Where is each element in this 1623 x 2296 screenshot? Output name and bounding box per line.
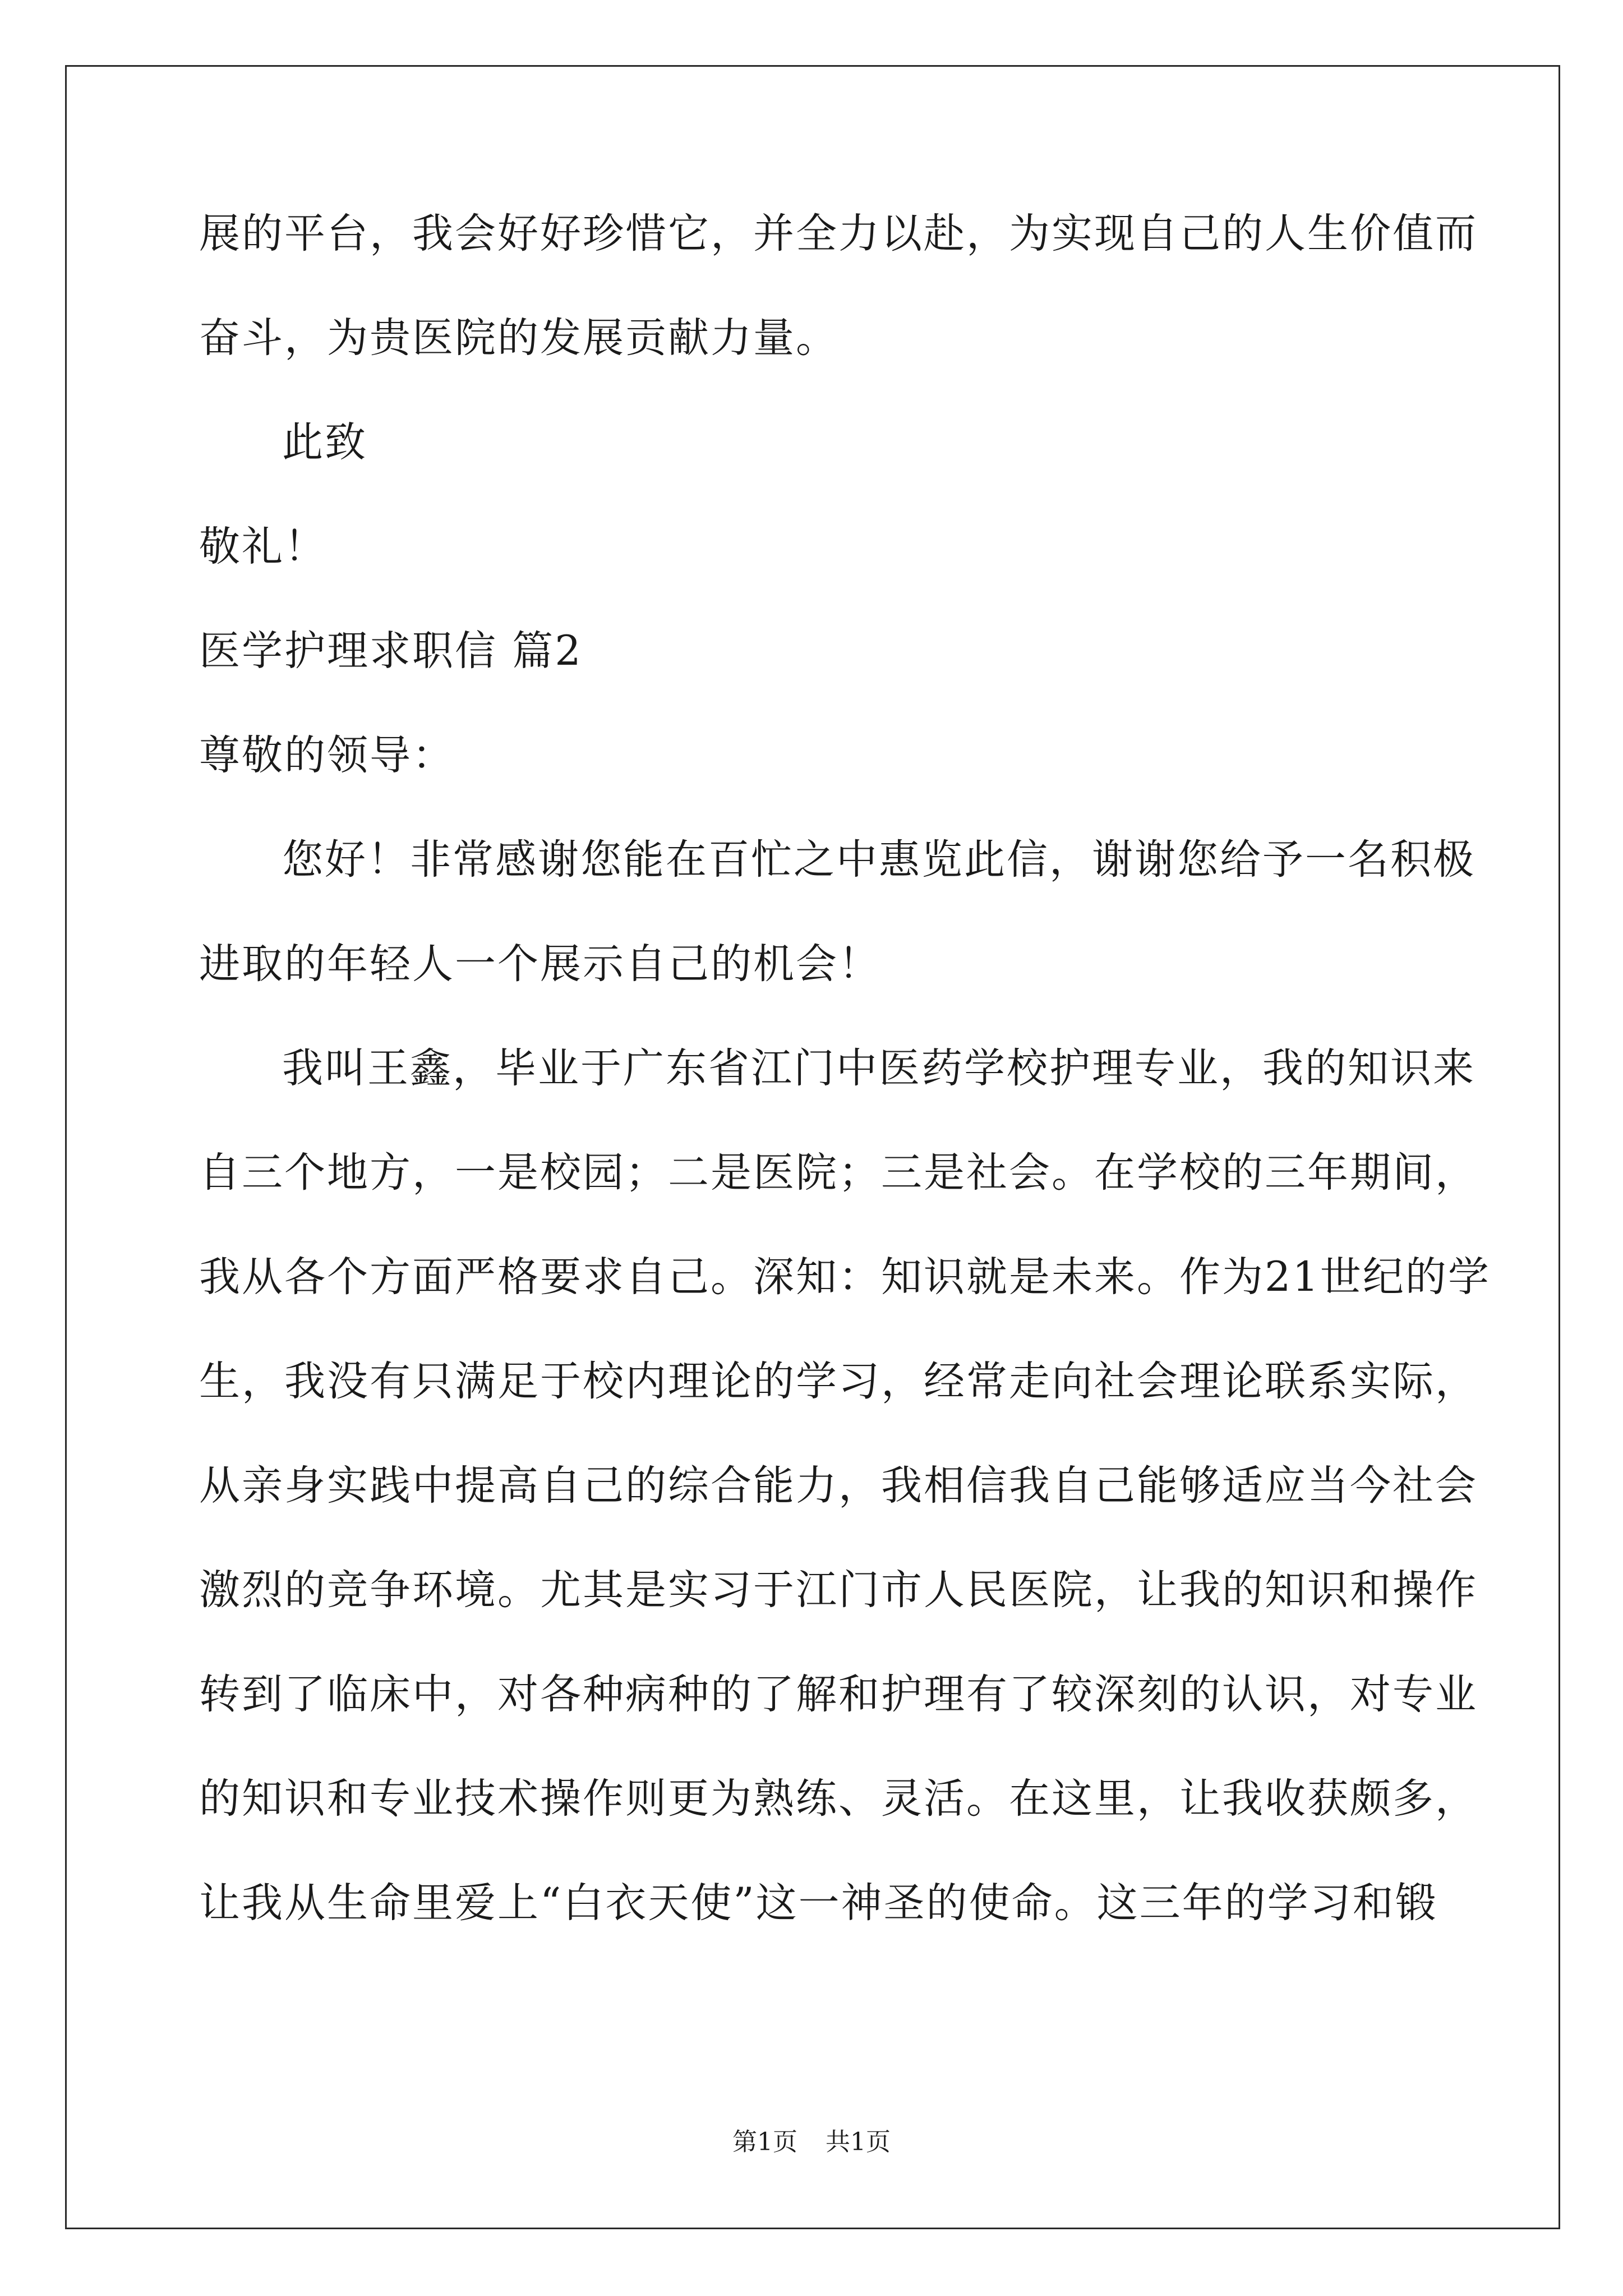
text-line: 奋斗，为贵医院的发展贡献力量。 <box>199 314 838 362</box>
closing-phrase: 此致 <box>282 418 367 466</box>
text-line: 您好！非常感谢您能在百忙之中惠览此信，谢谢您给予一名积极 <box>282 836 1476 884</box>
section-title: 医学护理求职信 篇2 <box>199 627 583 675</box>
greeting: 尊敬的领导： <box>199 731 455 779</box>
text-line: 让我从生命里爱上“白衣天使”这一神圣的使命。这三年的学习和锻 <box>199 1879 1438 1927</box>
page-number: 第1页 <box>732 2128 797 2156</box>
page-footer <box>0 2130 1623 2155</box>
text-line: 我叫王鑫，毕业于广东省江门中医药学校护理专业，我的知识来 <box>282 1045 1476 1092</box>
text-line: 进取的年轻人一个展示自己的机会！ <box>199 940 881 988</box>
text-line: 生，我没有只满足于校内理论的学习，经常走向社会理论联系实际， <box>199 1358 1478 1405</box>
page-total: 共1页 <box>826 2128 891 2156</box>
text-line: 转到了临床中，对各种病种的了解和护理有了较深刻的认识，对专业 <box>199 1671 1478 1718</box>
text-line: 我从各个方面严格要求自己。深知：知识就是未来。作为21世纪的学 <box>199 1253 1491 1301</box>
text-line: 展的平台，我会好好珍惜它，并全力以赴，为实现自己的人生价值而 <box>199 210 1478 257</box>
document-body <box>199 210 1491 1987</box>
text-line: 从亲身实践中提高自己的综合能力，我相信我自己能够适应当今社会 <box>199 1462 1478 1510</box>
text-line: 的知识和专业技术操作则更为熟练、灵活。在这里，让我收获颇多， <box>199 1775 1478 1823</box>
text-line: 自三个地方，一是校园；二是医院；三是社会。在学校的三年期间， <box>199 1149 1478 1197</box>
text-line: 激烈的竞争环境。尤其是实习于江门市人民医院，让我的知识和操作 <box>199 1566 1478 1614</box>
salutation-closing: 敬礼！ <box>199 523 327 570</box>
